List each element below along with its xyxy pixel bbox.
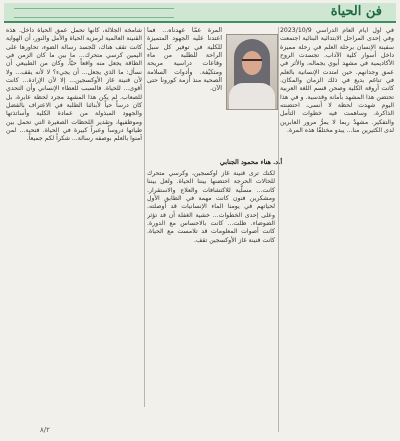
article-text: شامخة الجلالة، كأنها تحمل عمق الحياة داخل. هذه القنينة العالمية لرمزية الحياة والأمل والنور، أن الهواية كانت تقف هناك، لتُجسد رسالة الضوء، تحاورها على اليمين كرسي متحرك... ما بين ما كان الزمن في الطاقة يجعل منه واقعاً حيّاً. وكان من الطبيعي أن نسأل: ما الذي يجعل... أن يجيء؟ لا لأنه يقف... ولا لأن قنينة غاز الأوكسجين... إلا لأن الإرادة... كانت أقوى... للحياة. فالسبب للعطاء الإنساني وأن التحدي للصعاب. لم يكن هذا المشهد مجرد لحظة عابرة، بل كان درساً حياً لأبنائنا الطلبة في الاعتراف بالفضل والجهود المبذولة من عمادة الكلية وأساتذتها وموظفيها، وتقدير اللحظات الصغيرة التي تحمل بين طياتها دروساً وعبراً كبيرة في الحياة. فتحية... لمن آمنوا بالعلم بوصفه رسالة... شكراً لكم جميعاً. xyxy=(6,27,142,143)
article-column-right xyxy=(280,27,394,432)
author-name: أ.د. هناء محمود الجنابي xyxy=(219,158,283,166)
column-divider xyxy=(278,27,279,432)
column-divider xyxy=(144,27,145,407)
section-title: فن الحياة xyxy=(330,4,382,19)
article-text: لكنك ترى قنينة غاز أوكسجين، وكرسي متحرك للحالات الحرجة احتضنها بيننا الحياة. ولعل بيننا كانت... مسلّية للاكتشافات والعلاج والاستقرار. ومشكرين فنون كانت مهمة في الطابق الأول لحياتهم في يومنا الماء الإنسانيات قد أوصلته. وعلى إحدى الخطوات... خشية الغفلة أن قد تؤثر الضوضاء. ظلت... كانت بالاحساس مع الدورة. كانت أصوات المعلومات قد تلامست مع الحياة. كانت قنينة غاز الأوكسجين تقف. xyxy=(147,170,275,244)
article-text: المرة عمّا عهدناه... فما اعتدنا عليه الجهود المتميزة للكلية في توفير كل سبل الراحة للطلبة من ماء وقاعات دراسية مريحة ومتكيّفة. وأدوات السلامة الصحية منذ أزمة كورونا حتى الآن. xyxy=(147,27,222,93)
article-text: في أول أيام العام الدراسي 2023/10/9 وفي إحدى المراحل الابتدائية البنائية اجتمعت سفينة الإنسان برحلة العلم في رحلة مميزة داخل أسوار كلية الآداب. تجسدت الروح الأكاديمية في مشهد أبوي بجماله، والأثر في عمق وجدانهم. حين امتدت الإنسانية بالعلم في تناغم بديع في ذلك الزمان والمكان. كانت أروقة الكلية وصحن قسم اللغة العربية تحتضن هذا المشهد بأمانة وقدسية. و في هذا اليوم شهدت لحظة لا أنسى، احتضنته الذاكرة، وساهمت فيه خطوات التأمل والتفكير. مشهدٌ ربما لا يمرُّ مرور العابرين لدى الكثيرين منا... يبدو مختلفًا هذه المرة. xyxy=(280,27,394,135)
article-column-middle-top xyxy=(147,27,222,157)
header-ornament xyxy=(14,8,174,18)
section-header xyxy=(4,3,396,23)
author-photo xyxy=(226,34,278,110)
article-column-left xyxy=(6,27,142,407)
page-number: ٨/٢ xyxy=(40,426,50,434)
article-column-middle xyxy=(147,170,275,260)
